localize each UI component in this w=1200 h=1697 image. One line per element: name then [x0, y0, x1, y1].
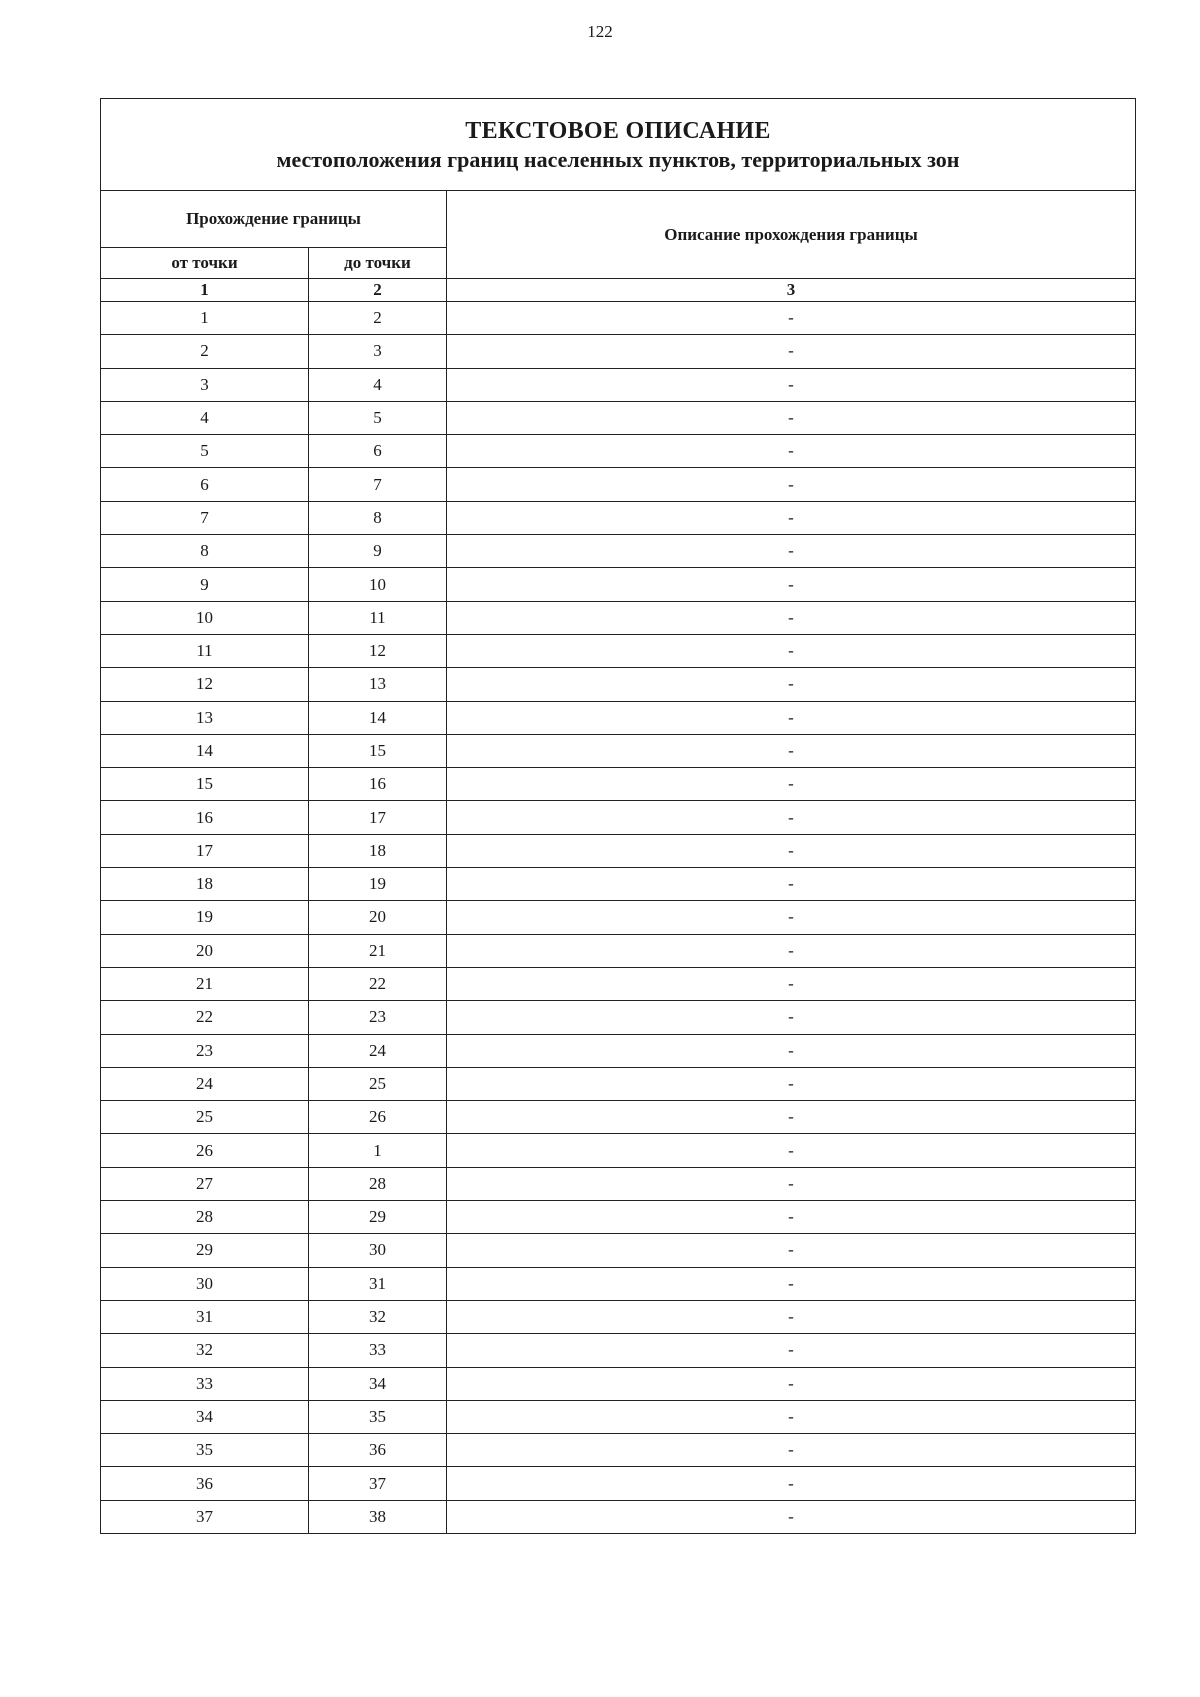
- cell-to-point: 13: [309, 668, 447, 701]
- cell-from-point: 23: [101, 1034, 309, 1067]
- table-row: [101, 368, 1136, 401]
- page-number: 122: [587, 22, 613, 41]
- cell-from-point: 7: [101, 501, 309, 534]
- cell-from-point: 9: [101, 568, 309, 601]
- cell-to-point: 9: [309, 535, 447, 568]
- cell-description: -: [447, 1234, 1136, 1267]
- cell-description: -: [447, 868, 1136, 901]
- cell-description: -: [447, 435, 1136, 468]
- cell-from-point: 15: [101, 768, 309, 801]
- cell-description: -: [447, 1300, 1136, 1333]
- table-row: [101, 834, 1136, 867]
- boundary-description-table: [100, 98, 1136, 1534]
- table-row: [101, 1201, 1136, 1234]
- column-number-2: 2: [309, 279, 447, 302]
- cell-to-point: 33: [309, 1334, 447, 1367]
- cell-description: -: [447, 468, 1136, 501]
- cell-to-point: 12: [309, 634, 447, 667]
- cell-description: -: [447, 1034, 1136, 1067]
- cell-from-point: 34: [101, 1400, 309, 1433]
- table-row: [101, 1334, 1136, 1367]
- cell-from-point: 14: [101, 734, 309, 767]
- cell-description: -: [447, 1334, 1136, 1367]
- cell-to-point: 4: [309, 368, 447, 401]
- cell-to-point: 38: [309, 1500, 447, 1533]
- cell-to-point: 25: [309, 1067, 447, 1100]
- cell-to-point: 16: [309, 768, 447, 801]
- cell-description: -: [447, 834, 1136, 867]
- cell-from-point: 17: [101, 834, 309, 867]
- table-row: [101, 568, 1136, 601]
- table-row: [101, 801, 1136, 834]
- cell-to-point: 35: [309, 1400, 447, 1433]
- cell-from-point: 18: [101, 868, 309, 901]
- table-row: [101, 468, 1136, 501]
- table-row: [101, 668, 1136, 701]
- cell-description: -: [447, 901, 1136, 934]
- cell-from-point: 16: [101, 801, 309, 834]
- table-row: [101, 1101, 1136, 1134]
- table-row: [101, 768, 1136, 801]
- cell-to-point: 1: [309, 1134, 447, 1167]
- cell-description: -: [447, 1167, 1136, 1200]
- cell-from-point: 31: [101, 1300, 309, 1333]
- table-row: [101, 701, 1136, 734]
- cell-to-point: 18: [309, 834, 447, 867]
- cell-from-point: 8: [101, 535, 309, 568]
- cell-from-point: 11: [101, 634, 309, 667]
- cell-to-point: 21: [309, 934, 447, 967]
- cell-to-point: 24: [309, 1034, 447, 1067]
- table-row: [101, 1367, 1136, 1400]
- cell-description: -: [447, 1067, 1136, 1100]
- cell-description: -: [447, 634, 1136, 667]
- table-row: [101, 1434, 1136, 1467]
- cell-from-point: 25: [101, 1101, 309, 1134]
- cell-from-point: 32: [101, 1334, 309, 1367]
- cell-to-point: 36: [309, 1434, 447, 1467]
- cell-to-point: 31: [309, 1267, 447, 1300]
- cell-from-point: 24: [101, 1067, 309, 1100]
- cell-from-point: 37: [101, 1500, 309, 1533]
- cell-to-point: 17: [309, 801, 447, 834]
- cell-description: -: [447, 335, 1136, 368]
- table-row: [101, 901, 1136, 934]
- document-title: ТЕКСТОВОЕ ОПИСАНИЕ: [465, 117, 771, 144]
- cell-description: -: [447, 934, 1136, 967]
- cell-description: -: [447, 601, 1136, 634]
- cell-description: -: [447, 1500, 1136, 1533]
- cell-from-point: 26: [101, 1134, 309, 1167]
- cell-to-point: 20: [309, 901, 447, 934]
- table-row: [101, 1234, 1136, 1267]
- header-passage: Прохождение границы: [101, 191, 447, 248]
- cell-description: -: [447, 368, 1136, 401]
- cell-description: -: [447, 701, 1136, 734]
- column-number-1: 1: [101, 279, 309, 302]
- cell-from-point: 12: [101, 668, 309, 701]
- table-row: [101, 1267, 1136, 1300]
- table-row: [101, 934, 1136, 967]
- table-row: [101, 1300, 1136, 1333]
- cell-to-point: 2: [309, 302, 447, 335]
- table-row: [101, 1067, 1136, 1100]
- cell-to-point: 37: [309, 1467, 447, 1500]
- cell-description: -: [447, 967, 1136, 1000]
- document-subtitle: местоположения границ населенных пунктов, территориальных зон: [276, 146, 960, 172]
- cell-description: -: [447, 568, 1136, 601]
- cell-from-point: 19: [101, 901, 309, 934]
- cell-from-point: 28: [101, 1201, 309, 1234]
- cell-description: -: [447, 1134, 1136, 1167]
- cell-description: -: [447, 535, 1136, 568]
- table-row: [101, 1034, 1136, 1067]
- cell-to-point: 6: [309, 435, 447, 468]
- header-from-point: от точки: [101, 248, 309, 279]
- cell-from-point: 6: [101, 468, 309, 501]
- cell-description: -: [447, 1001, 1136, 1034]
- cell-to-point: 8: [309, 501, 447, 534]
- table-row: [101, 1467, 1136, 1500]
- cell-from-point: 36: [101, 1467, 309, 1500]
- cell-to-point: 10: [309, 568, 447, 601]
- cell-description: -: [447, 302, 1136, 335]
- cell-description: -: [447, 1367, 1136, 1400]
- cell-to-point: 28: [309, 1167, 447, 1200]
- table-row: [101, 601, 1136, 634]
- cell-from-point: 21: [101, 967, 309, 1000]
- table-row: [101, 1001, 1136, 1034]
- cell-to-point: 23: [309, 1001, 447, 1034]
- cell-description: -: [447, 734, 1136, 767]
- cell-to-point: 19: [309, 868, 447, 901]
- cell-from-point: 35: [101, 1434, 309, 1467]
- table-row: [101, 435, 1136, 468]
- cell-from-point: 4: [101, 401, 309, 434]
- cell-from-point: 5: [101, 435, 309, 468]
- cell-from-point: 1: [101, 302, 309, 335]
- cell-from-point: 20: [101, 934, 309, 967]
- cell-to-point: 34: [309, 1367, 447, 1400]
- cell-to-point: 7: [309, 468, 447, 501]
- header-description: Описание прохождения границы: [447, 191, 1136, 279]
- table-row: [101, 501, 1136, 534]
- cell-to-point: 14: [309, 701, 447, 734]
- cell-from-point: 30: [101, 1267, 309, 1300]
- table-row: [101, 634, 1136, 667]
- cell-description: -: [447, 1400, 1136, 1433]
- cell-to-point: 11: [309, 601, 447, 634]
- cell-to-point: 3: [309, 335, 447, 368]
- cell-description: -: [447, 668, 1136, 701]
- table-row: [101, 1400, 1136, 1433]
- table-title-cell: [101, 99, 1136, 191]
- cell-to-point: 26: [309, 1101, 447, 1134]
- table-row: [101, 1134, 1136, 1167]
- cell-from-point: 10: [101, 601, 309, 634]
- cell-to-point: 15: [309, 734, 447, 767]
- column-number-3: 3: [447, 279, 1136, 302]
- cell-to-point: 29: [309, 1201, 447, 1234]
- table-row: [101, 302, 1136, 335]
- cell-to-point: 30: [309, 1234, 447, 1267]
- cell-description: -: [447, 501, 1136, 534]
- cell-description: -: [447, 1434, 1136, 1467]
- cell-from-point: 27: [101, 1167, 309, 1200]
- cell-description: -: [447, 1267, 1136, 1300]
- table-row: [101, 401, 1136, 434]
- cell-from-point: 13: [101, 701, 309, 734]
- cell-description: -: [447, 1201, 1136, 1234]
- cell-from-point: 22: [101, 1001, 309, 1034]
- table-row: [101, 967, 1136, 1000]
- table-row: [101, 1500, 1136, 1533]
- cell-from-point: 3: [101, 368, 309, 401]
- table-row: [101, 1167, 1136, 1200]
- table-row: [101, 734, 1136, 767]
- cell-to-point: 32: [309, 1300, 447, 1333]
- cell-from-point: 29: [101, 1234, 309, 1267]
- cell-from-point: 2: [101, 335, 309, 368]
- cell-description: -: [447, 768, 1136, 801]
- cell-to-point: 22: [309, 967, 447, 1000]
- table-row: [101, 535, 1136, 568]
- cell-from-point: 33: [101, 1367, 309, 1400]
- cell-to-point: 5: [309, 401, 447, 434]
- cell-description: -: [447, 1467, 1136, 1500]
- table-row: [101, 335, 1136, 368]
- header-to-point: до точки: [309, 248, 447, 279]
- table-row: [101, 868, 1136, 901]
- cell-description: -: [447, 801, 1136, 834]
- cell-description: -: [447, 1101, 1136, 1134]
- cell-description: -: [447, 401, 1136, 434]
